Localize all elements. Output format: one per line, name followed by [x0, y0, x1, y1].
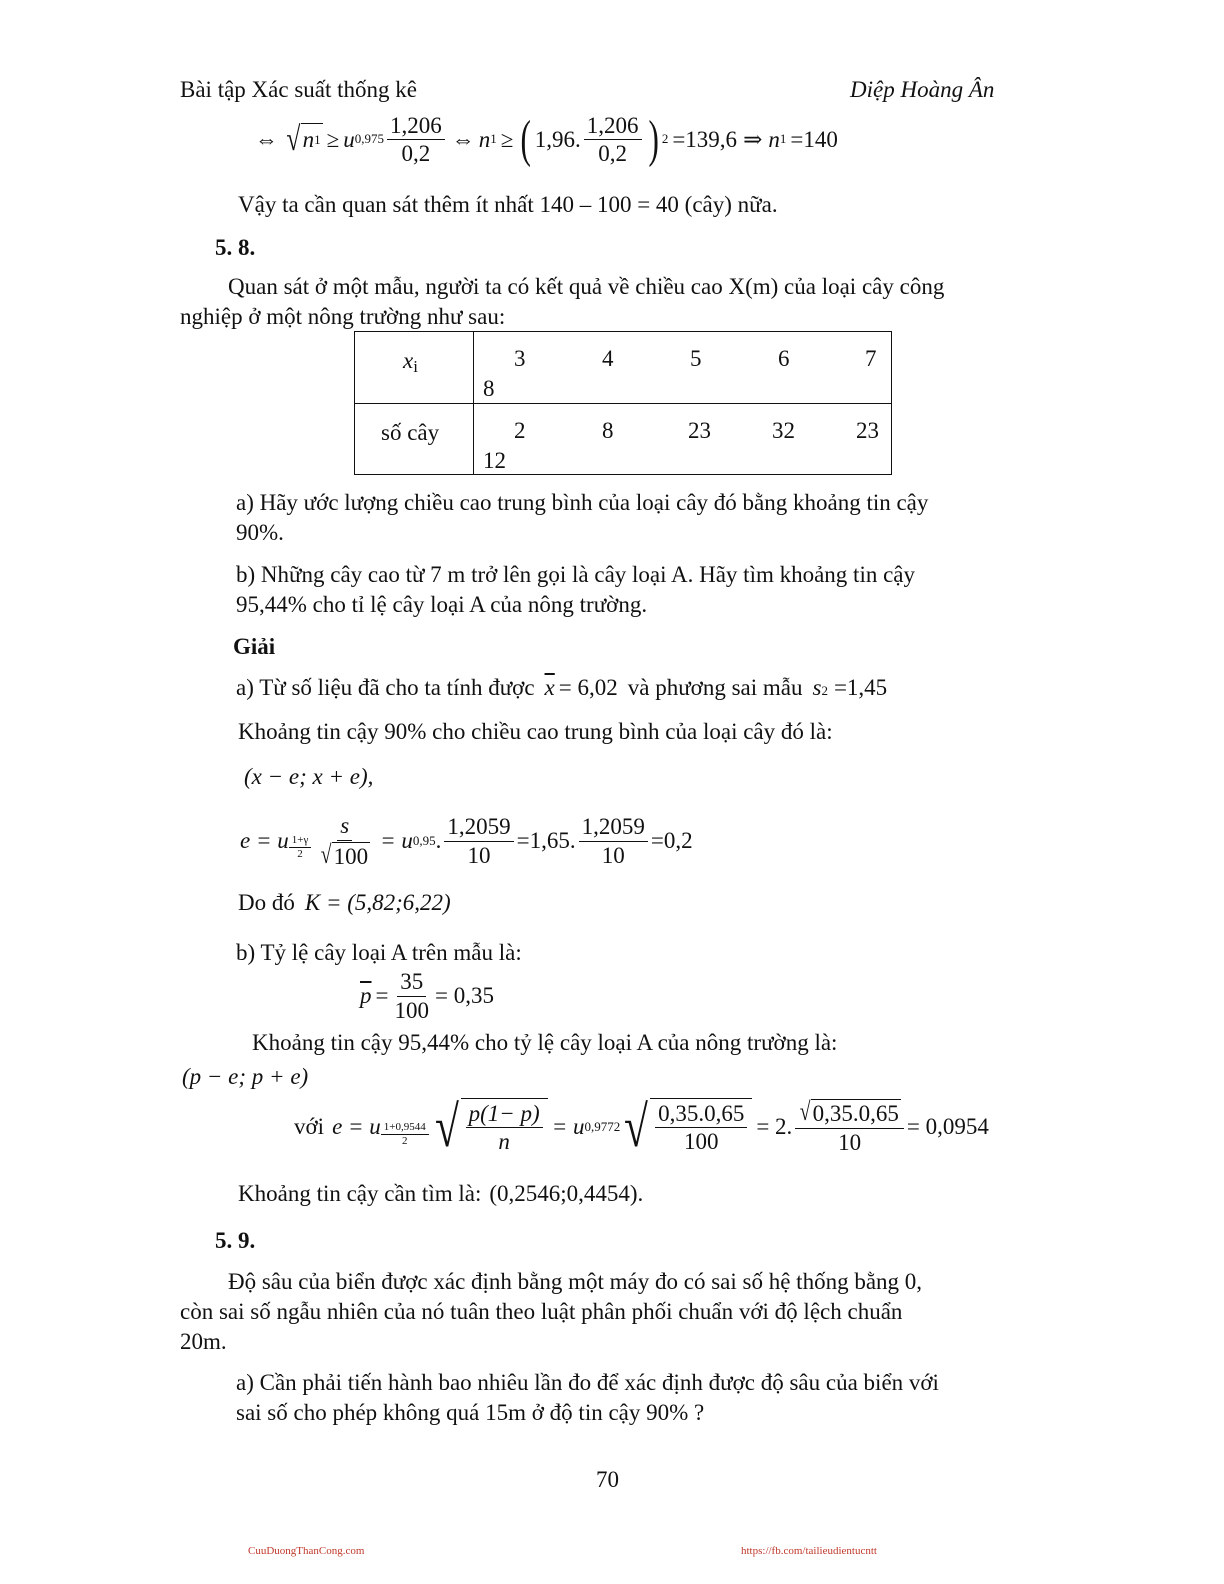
question-b-line2: 95,44% cho tỉ lệ cây loại A của nông trường.	[236, 592, 648, 617]
ci-proportion-result: Khoảng tin cậy cần tìm là: (0,2546;0,4454).	[238, 1181, 644, 1206]
problem-5-9-line2: còn sai số ngẫu nhiên của nó tuân theo luật phân phối chuẩn với độ lệch chuẩn	[180, 1299, 903, 1324]
conclusion-line: Vậy ta cần quan sát thêm ít nhất 140 – 100 = 40 (cây) nữa.	[238, 192, 778, 217]
page-number: 70	[596, 1467, 619, 1492]
ci-mean-text: Khoảng tin cậy 90% cho chiều cao trung bình của loại cây đó là:	[238, 719, 833, 744]
height-frequency-table	[354, 331, 892, 475]
question-b-line1: b) Những cây cao từ 7 m trở lên gọi là cây loại A. Hãy tìm khoảng tin cậy	[236, 562, 916, 587]
table-row	[355, 332, 892, 404]
problem-5-9-line3: 20m.	[180, 1329, 227, 1354]
question-5-9a-line2: sai số cho phép không quá 15m ở độ tin cậy 90% ?	[236, 1400, 705, 1425]
iff-symbol: ⇔	[255, 126, 278, 152]
ci-mean-interval: (x − e; x + e),	[244, 764, 374, 789]
section-heading-5-8: 5. 8.	[215, 235, 256, 260]
margin-error-formula-a: e = u $\frac{1+\gamma}{2}$ s √ 100 = u 0,95 . $\frac{1,2059}{10}$ =1,65. $\frac{1,2059}{10}$ =0,2	[240, 813, 693, 870]
table-header-cell: xi	[355, 332, 474, 404]
ci-mean-result: Do đó K = (5,82;6,22)	[238, 890, 451, 915]
question-a-line2: 90%.	[236, 520, 284, 545]
problem-5-8-line1: Quan sát ở một mẫu, người ta có kết quả về chiều cao X(m) của loại cây công	[228, 274, 945, 299]
table-values-cell: 3 4 5 6 7 8	[474, 332, 892, 404]
header-title: Bài tập Xác suất thống kê	[180, 77, 417, 102]
ci-proportion-interval: (p − e; p + e)	[182, 1064, 309, 1089]
footer-right-link[interactable]: https://fb.com/tailieudientucntt	[741, 1545, 877, 1557]
sample-proportion-formula: $\overline{p}$ = $\frac{35}{100}$ = 0,35	[360, 969, 494, 1023]
header-author: Diệp Hoàng Ân	[850, 77, 995, 102]
formula-sample-size: ⇔ √ n 1 ≥ u 0,975 $\frac{1,206}{0,2}$ ⇔ n 1 ≥ ( 1,96. $\frac{1,206}{0,2}$ ) 2 =139,6 ⇒ n 1 =140	[255, 111, 838, 168]
solution-heading: Giải	[233, 634, 276, 659]
margin-error-formula-b: với e = u $\frac{1+0,9544}{2}$ √ $\frac{p(1- p)}{n}$ = u 0,9772 √ $\frac{0,35.0,65}{100}$ = 2. √ 0,35.0,65 10 = 0,0954	[294, 1094, 989, 1160]
solution-b-intro: b) Tỷ lệ cây loại A trên mẫu là:	[236, 940, 522, 965]
question-5-9a-line1: a) Cần phải tiến hành bao nhiêu lần đo để xác định được độ sâu của biển với	[236, 1370, 939, 1395]
problem-5-8-line2: nghiệp ở một nông trường như sau:	[180, 304, 506, 329]
ci-proportion-text: Khoảng tin cậy 95,44% cho tỷ lệ cây loại A của nông trường là:	[252, 1030, 838, 1055]
footer-left-link[interactable]: CuuDuongThanCong.com	[248, 1545, 365, 1557]
table-header-cell: số cây	[355, 404, 474, 475]
section-heading-5-9: 5. 9.	[215, 1228, 256, 1253]
table-values-cell: 2 8 23 32 23 12	[474, 404, 892, 475]
solution-a-intro: a) Từ số liệu đã cho ta tính được $\overline{x}$ = 6,02 và phương sai mẫu s 2 =1,45	[236, 675, 888, 700]
table-row	[355, 404, 892, 475]
question-a-line1: a) Hãy ước lượng chiều cao trung bình của loại cây đó bằng khoảng tin cậy	[236, 490, 929, 515]
problem-5-9-line1: Độ sâu của biển được xác định bằng một máy đo có sai số hệ thống bằng 0,	[228, 1269, 923, 1294]
